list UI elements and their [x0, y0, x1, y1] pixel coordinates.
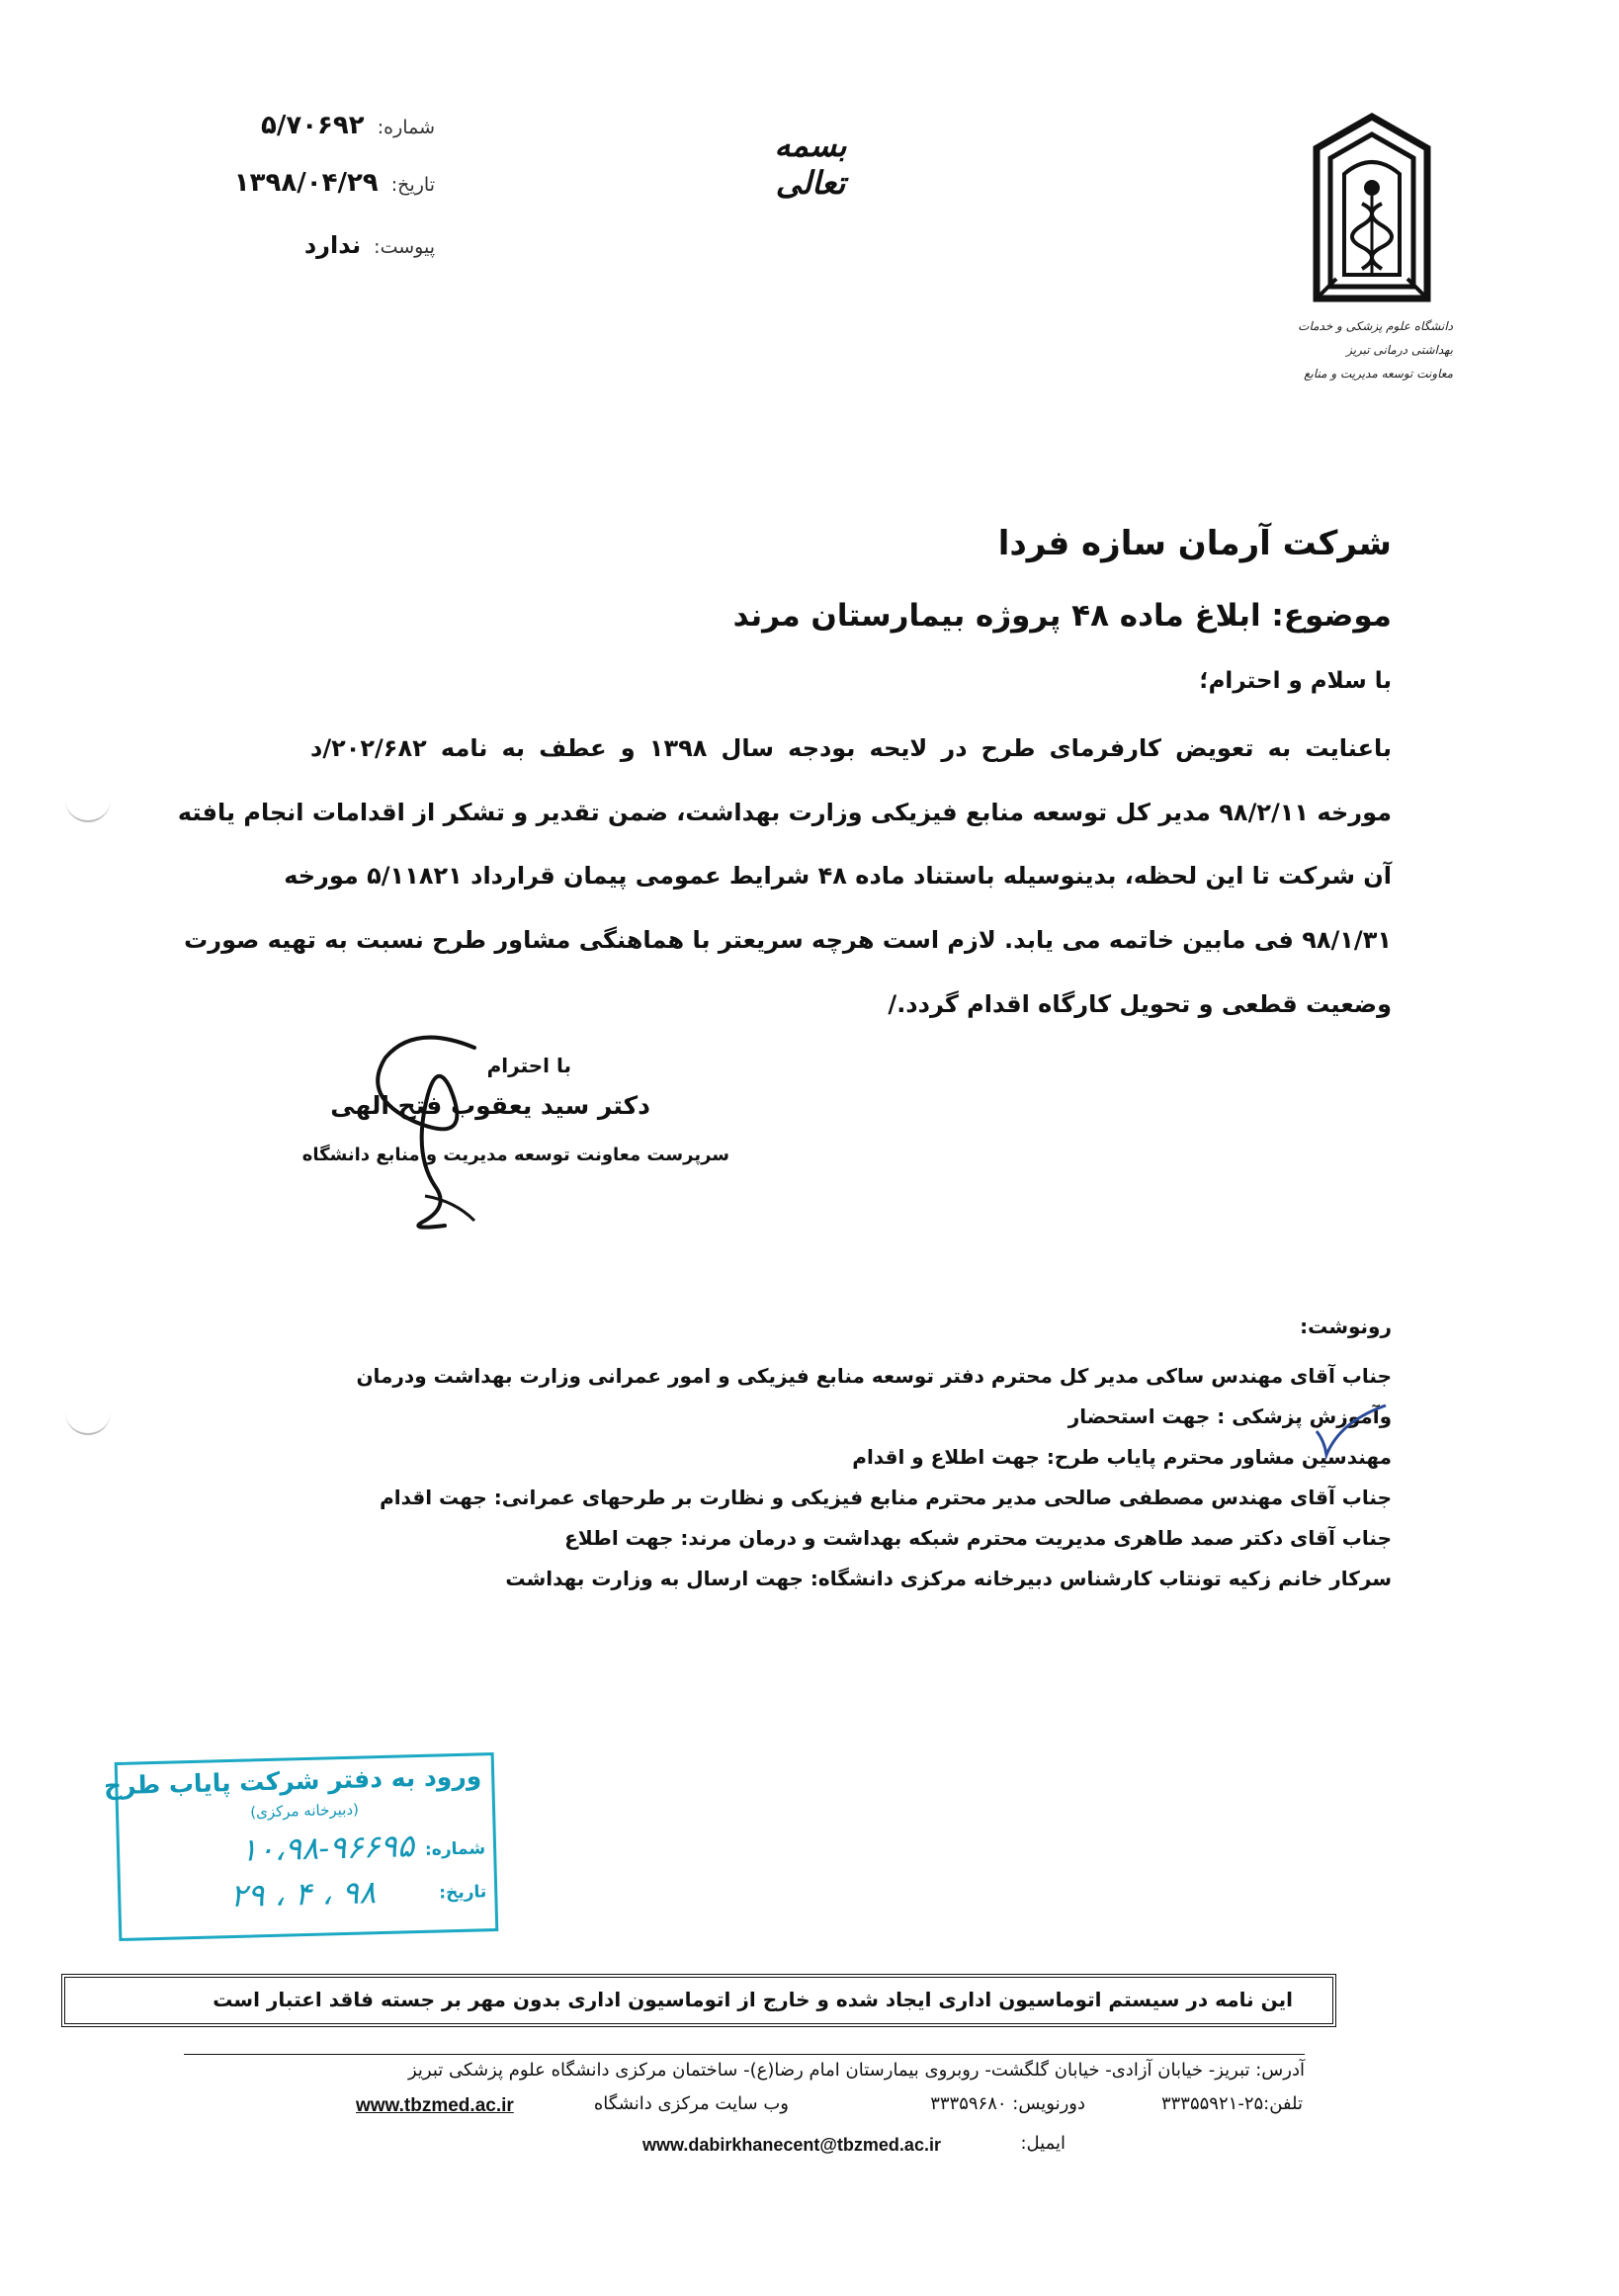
letter-number-value: ۵/۷۰۶۹۲	[260, 111, 365, 140]
greeting: با سلام و احترام؛	[1199, 668, 1392, 694]
stamp-title: ورود به دفتر شرکت پایاب طرح	[103, 1761, 482, 1801]
letter-date-value: ۱۳۹۸/۰۴/۲۹	[233, 168, 379, 198]
automation-notice-box	[61, 1974, 1336, 2027]
footer-divider	[184, 2054, 1305, 2055]
footer-fax: دورنویس: ۳۳۳۵۹۶۸۰	[930, 2093, 1085, 2114]
signatory-title: سرپرست معاونت توسعه مدیریت و منابع دانشگاه	[301, 1145, 729, 1165]
stamp-number-label: شماره:	[424, 1838, 486, 1860]
university-logo	[1307, 109, 1437, 306]
logo-caption-university: دانشگاه علوم پزشکی و خدمات بهداشتی درمانی تبریز	[1298, 319, 1453, 357]
cc-line: جناب آقای دکتر صمد طاهری مدیریت محترم شبکه بهداشت و درمان مرند: جهت اطلاع	[564, 1526, 1392, 1550]
footer-website-label: وب سایت مرکزی دانشگاه	[593, 2093, 789, 2114]
footer-email-label: ایمیل:	[1020, 2133, 1065, 2154]
receipt-stamp	[103, 1752, 499, 1941]
university-logo-icon	[1307, 109, 1437, 306]
footer-email[interactable]: www.dabirkhanecent@tbzmed.ac.ir	[642, 2135, 941, 2155]
cc-line: جناب آقای مهندس مصطفی صالحی مدیر محترم منابع فیزیکی و نظارت بر طرحهای عمرانی: جهت اقدام	[380, 1486, 1392, 1509]
cc-line: وآموزش پزشکی : جهت استحضار	[1067, 1404, 1392, 1428]
body-line: آن شرکت تا این لحظه، بدینوسیله باستناد ماده ۴۸ شرایط عمومی پیمان قرارداد ۵/۱۱۸۲۱ مورخه	[284, 862, 1392, 890]
letter-date-row	[227, 168, 435, 198]
stamp-date-label: تاریخ:	[439, 1882, 487, 1904]
body-line: وضعیت قطعی و تحویل کارگاه اقدام گردد./	[888, 990, 1392, 1018]
recipient: شرکت آرمان سازه فردا	[997, 524, 1392, 563]
letter-attachment-value: ندارد	[303, 231, 362, 259]
subject-line: موضوع: ابلاغ ماده ۴۸ پروژه بیمارستان مرند	[732, 598, 1392, 634]
letter-date-label: تاریخ:	[390, 174, 435, 196]
letter-number-row	[227, 111, 435, 140]
basmala: بسمه تعالی	[774, 127, 847, 202]
cc-line: سرکار خانم زکیه تونتاب کارشناس دبیرخانه مرکزی دانشگاه: جهت ارسال به وزارت بهداشت	[505, 1567, 1392, 1590]
logo-caption	[1285, 314, 1453, 385]
body-line: ۹۸/۱/۳۱ فی مابین خاتمه می یابد. لازم است هرچه سریعتر با هماهنگی مشاور طرح نسبت به تهیه صورت	[184, 926, 1392, 954]
letter-number-label: شماره:	[377, 117, 435, 138]
stamp-subtitle: (دبیرخانه مرکزی)	[249, 1800, 360, 1822]
footer-address: آدرس: تبریز- خیابان آزادی- خیابان گلگشت- روبروی بیمارستان امام رضا(ع)- ساختمان مرکزی دانشگاه علوم پزشکی تبریز	[407, 2060, 1305, 2081]
body-line: مورخه ۹۸/۲/۱۱ مدیر کل توسعه منابع فیزیکی وزارت بهداشت، ضمن تقدیر و تشکر از اقدامات انجام یافته	[177, 799, 1392, 826]
signatory-name: دکتر سید یعقوب فتح الهی	[330, 1091, 650, 1120]
cc-line: مهندسین مشاور محترم پایاب طرح: جهت اطلاع و اقدام	[852, 1445, 1392, 1469]
punch-hole	[65, 791, 111, 822]
cc-line: جناب آقای مهندس ساکی مدیر کل محترم دفتر توسعه منابع فیزیکی و امور عمرانی وزارت بهداشت ودرمان	[356, 1364, 1392, 1388]
automation-notice: این نامه در سیستم اتوماسیون اداری ایجاد شده و خارج از اتوماسیون اداری بدون مهر بر جسته فاقد اعتبار است	[213, 1988, 1293, 2011]
cc-title: رونوشت:	[1300, 1315, 1392, 1338]
signature-closing: با احترام	[486, 1054, 571, 1077]
footer-phone: تلفن:۲۵-۳۳۳۵۵۹۲۱	[1160, 2093, 1303, 2114]
body-line: باعنایت به تعویض کارفرمای طرح در لایحه بودجه سال ۱۳۹۸ و عطف به نامه ۲۰۲/۶۸۲/د	[310, 734, 1392, 762]
stamp-date-value: ۹۸ ، ۴ ، ۲۹	[229, 1873, 377, 1915]
logo-caption-deputy: معاونت توسعه مدیریت و منابع	[1304, 367, 1453, 381]
stamp-number-value: ۱۰،۹۸-۹۶۶۹۵	[239, 1827, 415, 1869]
punch-hole	[65, 1403, 111, 1435]
letter-attachment-row	[227, 231, 435, 259]
letter-attachment-label: پیوست:	[374, 236, 435, 258]
handwritten-signature	[356, 1028, 504, 1235]
footer-website-link[interactable]: www.tbzmed.ac.ir	[356, 2095, 514, 2116]
check-mark-icon	[1311, 1402, 1390, 1461]
